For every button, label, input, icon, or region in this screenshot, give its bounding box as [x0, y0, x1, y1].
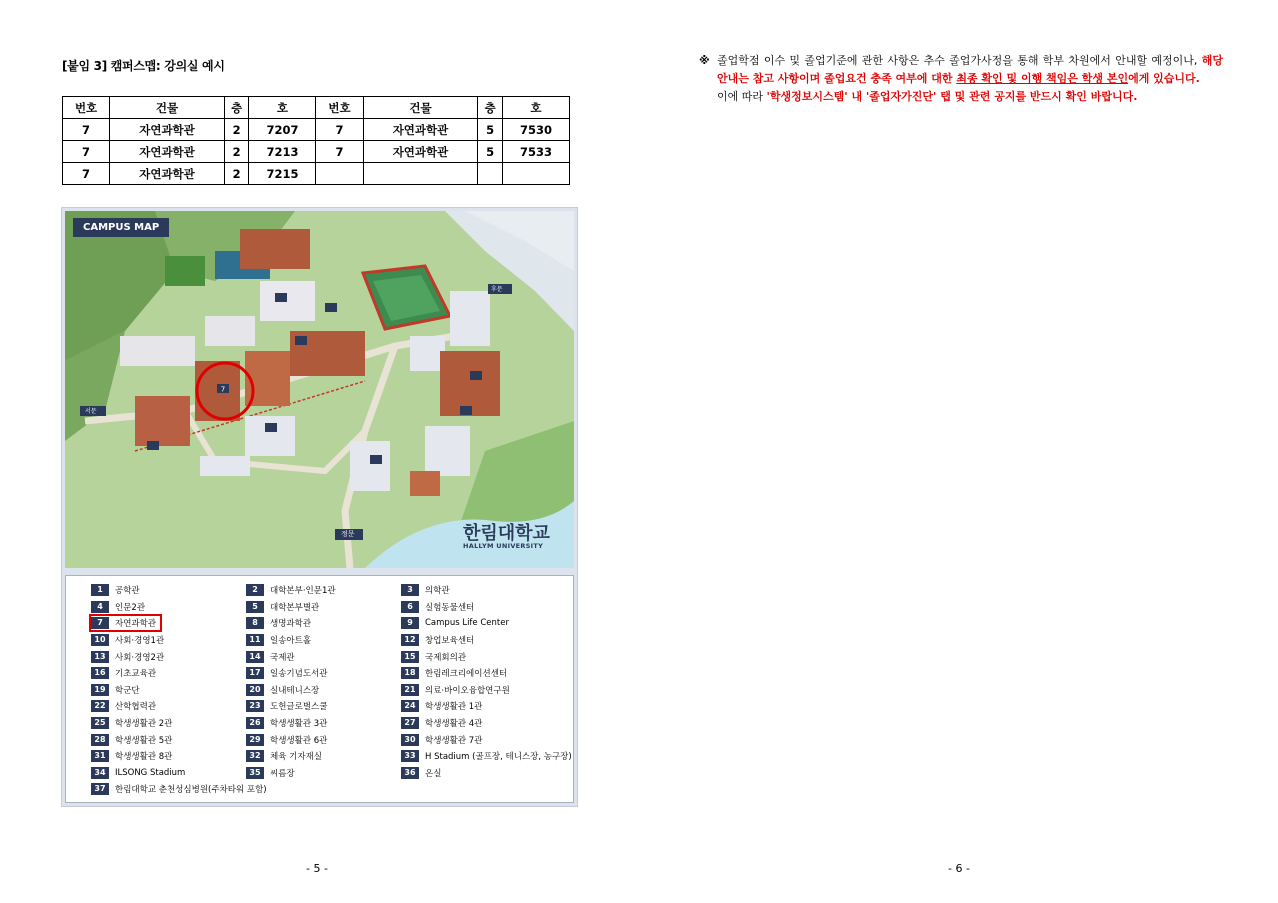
- legend-number: 20: [246, 684, 264, 696]
- campus-map-figure: [61, 207, 578, 807]
- table-header: 층: [224, 97, 249, 119]
- table-cell: 2: [224, 141, 249, 163]
- legend-item: [401, 665, 572, 682]
- notice-text: 이에 따라: [717, 90, 767, 103]
- legend-number: 14: [246, 651, 264, 663]
- table-row: [63, 141, 570, 163]
- notice-emphasis: 에게 있습니다.: [1128, 72, 1200, 85]
- legend-item: [401, 632, 572, 649]
- legend-name: 학생생활관 4관: [425, 719, 483, 730]
- graduation-notice: [699, 52, 1223, 106]
- legend-number: 34: [91, 767, 109, 779]
- legend-item: [246, 582, 336, 599]
- classroom-table: [62, 96, 570, 185]
- legend-item: [246, 715, 336, 732]
- legend-name: 대학본부별관: [270, 602, 320, 613]
- legend-number: 24: [401, 700, 419, 712]
- legend-name: 학생생활관 6관: [270, 735, 328, 746]
- legend-item: [401, 698, 572, 715]
- legend-name: 공학관: [115, 586, 140, 597]
- back-gate-label: 후문: [491, 286, 503, 293]
- legend-number: 36: [401, 767, 419, 779]
- legend-name: ILSONG Stadium: [115, 767, 186, 778]
- legend-number: 35: [246, 767, 264, 779]
- page-number-left: - 5 -: [306, 862, 328, 875]
- legend-name: 학생생활관 8관: [115, 752, 173, 763]
- table-cell: [478, 163, 503, 185]
- legend-item: [91, 665, 267, 682]
- legend-name: 창업보육센터: [425, 636, 475, 647]
- table-cell: 2: [224, 119, 249, 141]
- legend-number: 11: [246, 634, 264, 646]
- legend-number: 22: [91, 700, 109, 712]
- campus-map-illustration: [65, 211, 574, 568]
- legend-number: 9: [401, 617, 419, 629]
- legend-item: [246, 632, 336, 649]
- legend-number: 28: [91, 734, 109, 746]
- legend-name: 온실: [425, 768, 442, 779]
- legend-item: [401, 648, 572, 665]
- legend-item: [246, 765, 336, 782]
- legend-item: [401, 599, 572, 616]
- table-cell: 자연과학관: [363, 119, 478, 141]
- right-page: [639, 0, 1278, 903]
- legend-column-2: [246, 582, 336, 781]
- legend-item: [246, 731, 336, 748]
- table-cell: 5: [478, 141, 503, 163]
- legend-item: [246, 698, 336, 715]
- campus-map-label: CAMPUS MAP: [73, 218, 169, 237]
- map-legend: [65, 575, 574, 803]
- legend-number: 7: [91, 617, 109, 629]
- table-header: 번호: [316, 97, 363, 119]
- legend-number: 6: [401, 601, 419, 613]
- table-cell: 7533: [502, 141, 569, 163]
- legend-item: [91, 682, 267, 699]
- table-header: 번호: [63, 97, 110, 119]
- university-logo: 한림대학교: [463, 523, 550, 544]
- table-cell: 7213: [249, 141, 316, 163]
- table-cell: 자연과학관: [110, 141, 225, 163]
- legend-name: 학생생활관 5관: [115, 735, 173, 746]
- table-header: 건물: [110, 97, 225, 119]
- legend-name: 씨름장: [270, 768, 295, 779]
- legend-name: 자연과학관: [115, 619, 157, 630]
- legend-number: 19: [91, 684, 109, 696]
- legend-item: [91, 599, 267, 616]
- legend-item: [246, 682, 336, 699]
- legend-name: 체육 기자재실: [270, 752, 322, 763]
- legend-item: [246, 665, 336, 682]
- main-gate-label: 정문: [341, 530, 355, 538]
- legend-item: [91, 731, 267, 748]
- table-cell: 7: [316, 141, 363, 163]
- notice-emphasis-underlined: 최종 확인 및 이행 책임은 학생 본인: [956, 72, 1129, 85]
- legend-item: [91, 748, 267, 765]
- section-title: [붙임 3] 캠퍼스맵: 강의실 예시: [62, 59, 225, 73]
- legend-item: [401, 731, 572, 748]
- legend-item: [401, 582, 572, 599]
- table-cell: 자연과학관: [110, 163, 225, 185]
- legend-item: [91, 765, 267, 782]
- legend-name: 국제관: [270, 652, 295, 663]
- legend-number: 12: [401, 634, 419, 646]
- legend-item: [246, 648, 336, 665]
- table-cell: 2: [224, 163, 249, 185]
- table-cell: 자연과학관: [363, 141, 478, 163]
- legend-number: 21: [401, 684, 419, 696]
- table-cell: 7207: [249, 119, 316, 141]
- legend-number: 37: [91, 783, 109, 795]
- legend-item: [401, 682, 572, 699]
- side-gate-label: 서문: [85, 408, 97, 415]
- legend-name: 의료·바이오융합연구원: [425, 685, 510, 696]
- legend-number: 31: [91, 750, 109, 762]
- legend-name: 일송아트홀: [270, 636, 312, 647]
- table-header-row: [63, 97, 570, 119]
- legend-number: 32: [246, 750, 264, 762]
- notice-text: 졸업학점 이수 및 졸업기준에 관한 사항은 추수 졸업가사정을 통해 학부 차원에서 안내할 예정이나,: [717, 54, 1202, 67]
- table-header: 건물: [363, 97, 478, 119]
- legend-number: 13: [91, 651, 109, 663]
- legend-number: 23: [246, 700, 264, 712]
- legend-name: 학생생활관 1관: [425, 702, 483, 713]
- table-header: 층: [478, 97, 503, 119]
- legend-number: 26: [246, 717, 264, 729]
- table-cell: 5: [478, 119, 503, 141]
- legend-name: 사회·경영1관: [115, 636, 165, 647]
- legend-name: H Stadium (골프장, 테니스장, 농구장): [425, 752, 572, 763]
- legend-item: [91, 698, 267, 715]
- legend-number: 1: [91, 584, 109, 596]
- table-cell: 자연과학관: [110, 119, 225, 141]
- table-row: [63, 119, 570, 141]
- university-logo-sub: HALLYM UNIVERSITY: [463, 542, 544, 550]
- legend-item: [91, 615, 267, 632]
- legend-name: 기초교육관: [115, 669, 157, 680]
- legend-name: 산학협력관: [115, 702, 157, 713]
- table-cell: [502, 163, 569, 185]
- legend-name: 대학본부·인문1관: [270, 586, 336, 597]
- legend-number: 10: [91, 634, 109, 646]
- legend-item: [246, 615, 336, 632]
- legend-item: [91, 781, 267, 798]
- legend-number: 5: [246, 601, 264, 613]
- legend-number: 30: [401, 734, 419, 746]
- table-cell: [363, 163, 478, 185]
- table-cell: 7215: [249, 163, 316, 185]
- legend-name: Campus Life Center: [425, 618, 509, 629]
- legend-name: 실험동물센터: [425, 602, 475, 613]
- legend-number: 2: [246, 584, 264, 596]
- table-cell: 7: [63, 163, 110, 185]
- legend-column-1: [91, 582, 267, 798]
- legend-item: [246, 599, 336, 616]
- legend-number: 18: [401, 667, 419, 679]
- legend-number: 17: [246, 667, 264, 679]
- legend-name: 사회·경영2관: [115, 652, 165, 663]
- legend-number: 3: [401, 584, 419, 596]
- legend-name: 의학관: [425, 586, 450, 597]
- table-cell: 7: [63, 119, 110, 141]
- legend-name: 인문2관: [115, 602, 146, 613]
- map-tag-text: 7: [220, 385, 226, 394]
- legend-name: 학생생활관 2관: [115, 719, 173, 730]
- legend-name: 한림레크리에이션센터: [425, 669, 508, 680]
- notice-paragraph-1: [717, 52, 1223, 88]
- reference-mark: ※: [699, 54, 710, 67]
- legend-number: 4: [91, 601, 109, 613]
- legend-item: [246, 748, 336, 765]
- legend-number: 29: [246, 734, 264, 746]
- notice-emphasis: 해당 안내는 참고 사항이며 졸업요건 충족 여부에 대한: [717, 54, 1223, 85]
- legend-name: 일송기념도서관: [270, 669, 328, 680]
- legend-name: 생명과학관: [270, 619, 312, 630]
- legend-name: 국제회의관: [425, 652, 467, 663]
- legend-number: 27: [401, 717, 419, 729]
- table-cell: 7: [63, 141, 110, 163]
- legend-item: [401, 748, 572, 765]
- table-row: [63, 163, 570, 185]
- legend-number: 25: [91, 717, 109, 729]
- page-number-right: - 6 -: [948, 862, 970, 875]
- campus-map: [65, 211, 574, 568]
- legend-number: 16: [91, 667, 109, 679]
- legend-item: [91, 582, 267, 599]
- notice-paragraph-2: [717, 88, 1223, 106]
- legend-name: 학생생활관 7관: [425, 735, 483, 746]
- legend-item: [401, 765, 572, 782]
- legend-name: 학군단: [115, 685, 140, 696]
- legend-number: 33: [401, 750, 419, 762]
- legend-column-3: [401, 582, 572, 781]
- legend-name: 도헌글로벌스쿨: [270, 702, 328, 713]
- table-header: 호: [502, 97, 569, 119]
- legend-item: [91, 632, 267, 649]
- legend-item: [91, 715, 267, 732]
- legend-name: 실내테니스장: [270, 685, 320, 696]
- table-header: 호: [249, 97, 316, 119]
- table-cell: 7530: [502, 119, 569, 141]
- legend-item: [91, 648, 267, 665]
- legend-number: 8: [246, 617, 264, 629]
- legend-number: 15: [401, 651, 419, 663]
- legend-name: 한림대학교 춘천성심병원(주차타워 포함): [115, 785, 267, 796]
- legend-item: [401, 715, 572, 732]
- notice-emphasis: '학생정보시스템' 내 '졸업자가진단' 탭 및 관련 공지를 반드시 확인 바랍니다.: [766, 90, 1138, 103]
- legend-name: 학생생활관 3관: [270, 719, 328, 730]
- table-cell: [316, 163, 363, 185]
- legend-item: [401, 615, 572, 632]
- table-cell: 7: [316, 119, 363, 141]
